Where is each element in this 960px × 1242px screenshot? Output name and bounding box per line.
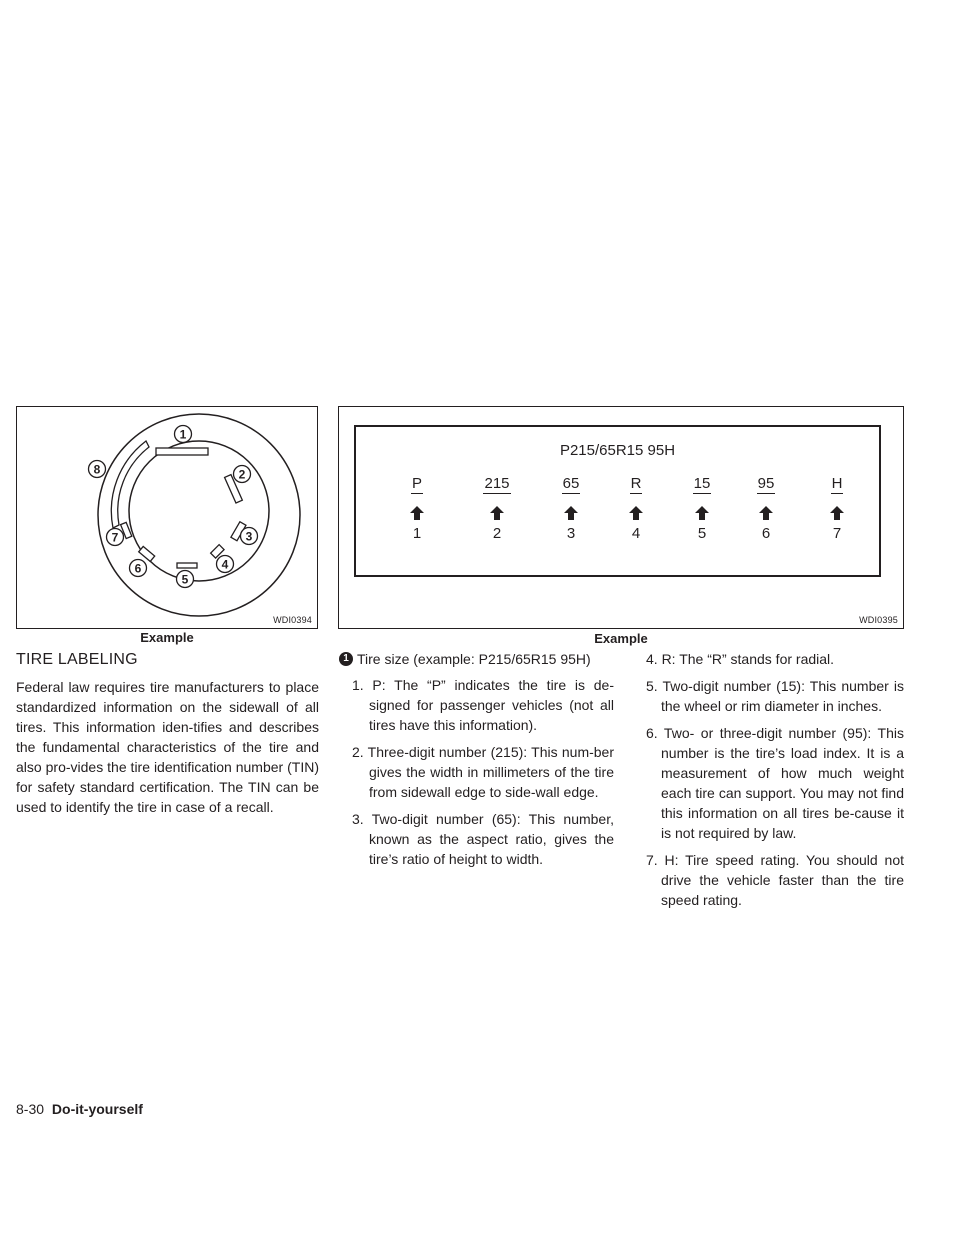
figure-caption: Example bbox=[594, 631, 648, 646]
segment-code: H bbox=[831, 475, 843, 492]
list-item: 2. Three-digit number (215): This num-ber gives the width in millimeters of the tire from sidewall edge to side-wall edge. bbox=[352, 744, 614, 800]
list-item: 6. Two- or three-digit number (95): This number is the tire’s load index. It is a measurement of how much weight each tire can support. You may not find this information on all tires be-cause it is not required by law. bbox=[646, 725, 904, 841]
tire-size-figure bbox=[338, 406, 904, 629]
segment-number: 7 bbox=[832, 525, 842, 542]
figure-code: WDI0394 bbox=[273, 615, 312, 625]
list-item: 1. P: The “P” indicates the tire is de-signed for passenger vehicles (not all tires have this information). bbox=[352, 677, 614, 733]
tire-size-segment bbox=[467, 475, 527, 542]
segment-code: P bbox=[411, 475, 422, 492]
tire-size-segment bbox=[606, 475, 666, 542]
up-arrow-icon bbox=[410, 506, 424, 520]
callout-6 bbox=[130, 560, 147, 577]
callout-1 bbox=[175, 426, 192, 443]
section-intro: Federal law requires tire manufacturers to place standardized information on the sidewall of all tires. This information iden-tifies and describes the fundamental characteristics of the tire and also pro-vides the tire identification number (TIN) for safety standard certification. The TIN can be used to identify the tire in case of a recall. bbox=[16, 679, 319, 815]
up-arrow-icon bbox=[695, 506, 709, 520]
up-arrow-icon bbox=[564, 506, 578, 520]
segment-number: 6 bbox=[761, 525, 771, 542]
segment-code: 65 bbox=[562, 475, 580, 492]
segment-number: 2 bbox=[492, 525, 502, 542]
tire-size-label-box bbox=[354, 425, 881, 577]
tire-sidewall-figure bbox=[16, 406, 318, 629]
tire-size-column-right bbox=[631, 649, 904, 917]
tire-size-segment bbox=[736, 475, 796, 542]
figure-caption: Example bbox=[140, 630, 194, 645]
svg-text:7: 7 bbox=[111, 530, 119, 545]
tire-size-segment bbox=[672, 475, 732, 542]
segment-code: R bbox=[630, 475, 642, 492]
segment-number: 4 bbox=[631, 525, 641, 542]
segment-number: 1 bbox=[412, 525, 422, 542]
segment-code: 95 bbox=[757, 475, 775, 492]
segment-number: 3 bbox=[566, 525, 576, 542]
list-item: 7. H: Tire speed rating. You should not drive the vehicle faster than the tire speed rating. bbox=[646, 852, 904, 908]
tire-size-column-left bbox=[338, 649, 614, 876]
tire-size-heading-text: Tire size (example: P215/65R15 95H) bbox=[357, 651, 591, 667]
tire-size-segment bbox=[807, 475, 867, 542]
callout-3 bbox=[241, 528, 258, 545]
tire-size-segment bbox=[541, 475, 601, 542]
callout-4 bbox=[217, 556, 234, 573]
page-footer bbox=[16, 1101, 143, 1117]
section-title: TIRE LABELING bbox=[16, 651, 138, 668]
tire-size-code: P215/65R15 95H bbox=[559, 442, 676, 459]
tire-sidewall-diagram bbox=[17, 407, 317, 628]
segment-number: 5 bbox=[697, 525, 707, 542]
up-arrow-icon bbox=[490, 506, 504, 520]
sidewall-mark-5 bbox=[177, 563, 197, 568]
sidewall-arc-band bbox=[111, 441, 149, 528]
list-item: 5. Two-digit number (15): This number is the wheel or rim diameter in inches. bbox=[646, 678, 904, 714]
up-arrow-icon bbox=[629, 506, 643, 520]
segment-code: 215 bbox=[484, 475, 510, 492]
callout-marker-icon: 1 bbox=[339, 652, 353, 666]
segment-code: 15 bbox=[693, 475, 711, 492]
callout-8 bbox=[89, 461, 106, 478]
callout-7 bbox=[107, 529, 124, 546]
svg-text:6: 6 bbox=[134, 561, 142, 576]
svg-text:3: 3 bbox=[245, 529, 253, 544]
callout-2 bbox=[234, 466, 251, 483]
svg-text:5: 5 bbox=[181, 572, 189, 587]
figure-code: WDI0395 bbox=[859, 615, 898, 625]
page-number: 8-30 bbox=[16, 1101, 45, 1117]
callout-5 bbox=[177, 571, 194, 588]
svg-text:2: 2 bbox=[238, 467, 246, 482]
sidewall-mark-1 bbox=[156, 448, 208, 455]
svg-text:1: 1 bbox=[179, 427, 187, 442]
tire-size-heading bbox=[338, 649, 614, 669]
list-item: 4. R: The “R” stands for radial. bbox=[646, 651, 835, 667]
tire-size-segment bbox=[387, 475, 447, 542]
svg-text:8: 8 bbox=[93, 462, 101, 477]
tire-outer-circle bbox=[98, 414, 300, 616]
up-arrow-icon bbox=[759, 506, 773, 520]
sidewall-mark-6 bbox=[139, 546, 155, 561]
svg-text:4: 4 bbox=[221, 557, 229, 572]
up-arrow-icon bbox=[830, 506, 844, 520]
chapter-name: Do-it-yourself bbox=[51, 1101, 143, 1117]
list-item: 3. Two-digit number (65): This number, known as the aspect ratio, gives the tire’s ratio of height to width. bbox=[352, 811, 614, 867]
